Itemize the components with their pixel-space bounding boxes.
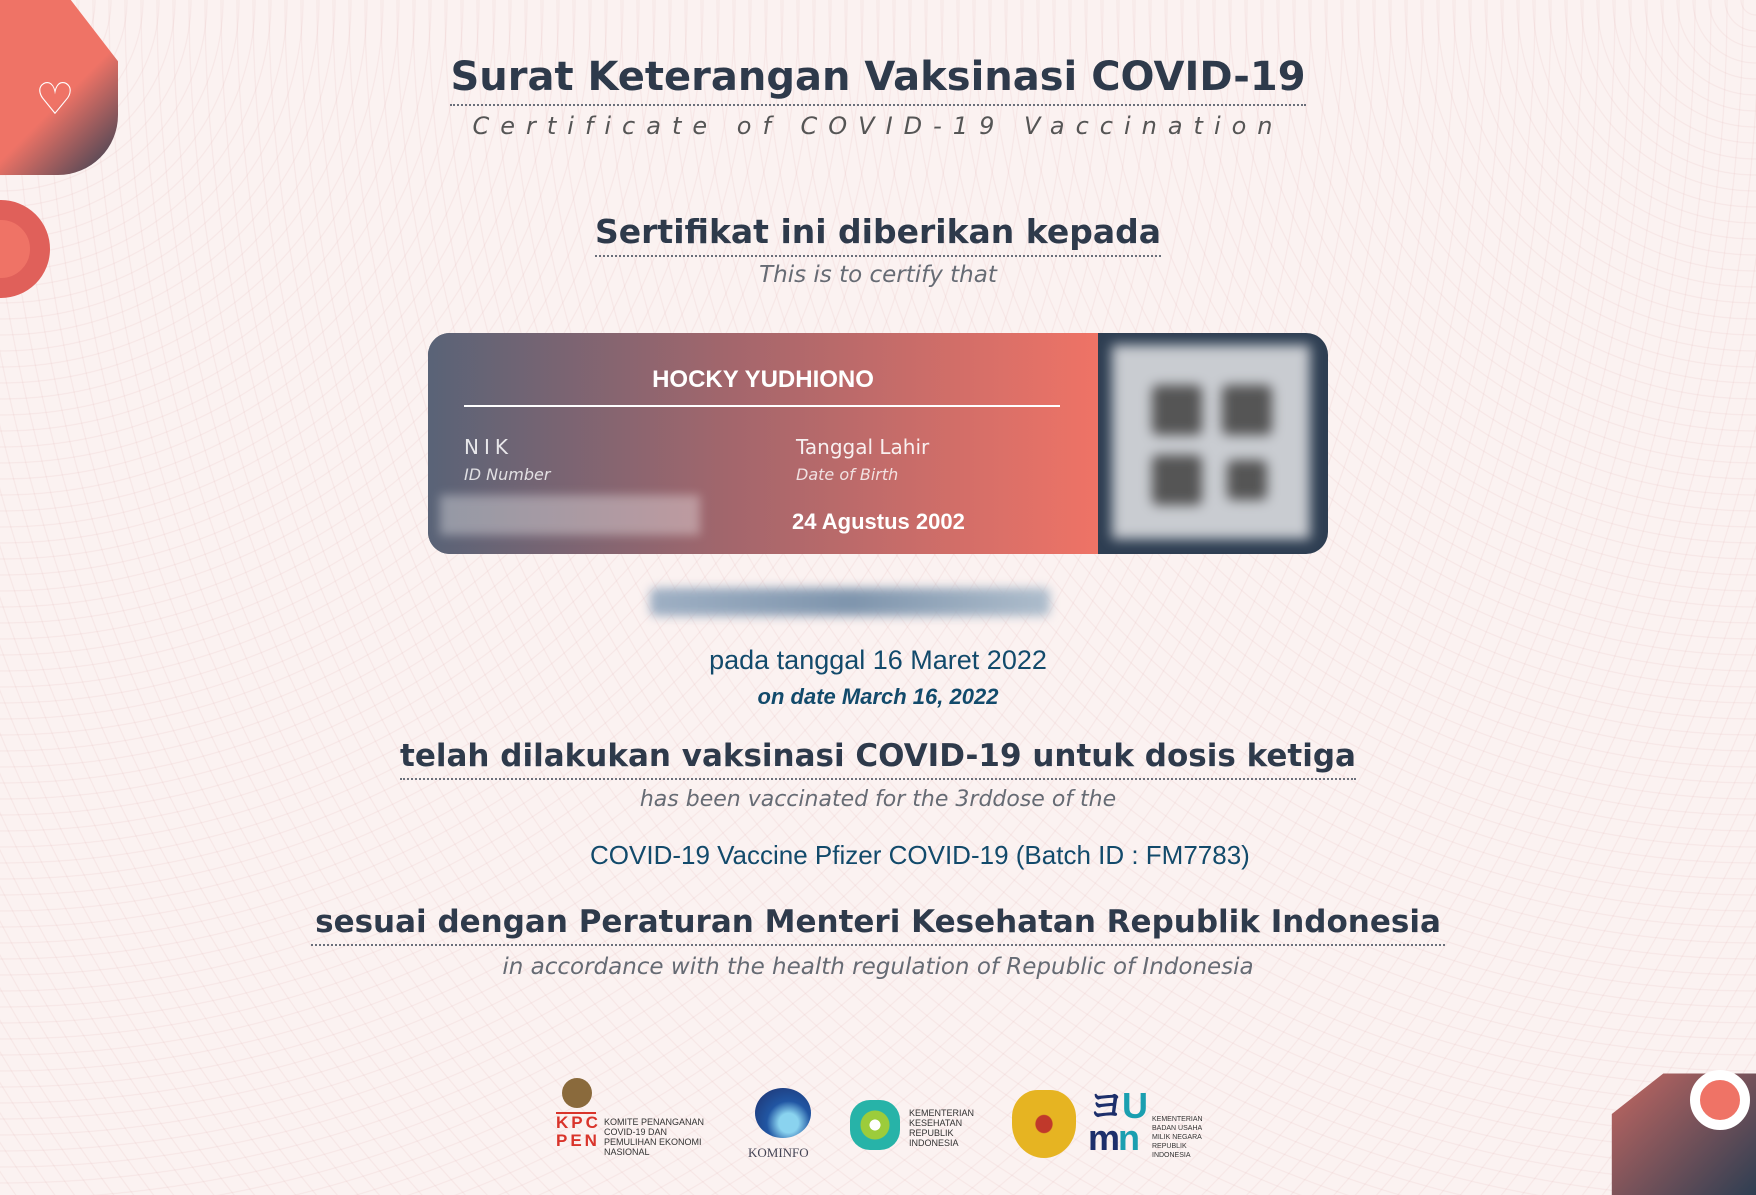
vaccine-info: COVID-19 Vaccine Pfizer COVID-19 (Batch ID : FM7783) xyxy=(590,840,1250,870)
recipient-intro: Sertifikat ini diberikan kepada xyxy=(595,212,1161,257)
nik-label: NIK xyxy=(464,435,513,459)
dob-label: Tanggal Lahir xyxy=(796,435,930,459)
certificate-subtitle: Certificate of COVID-19 Vaccination xyxy=(472,112,1284,140)
regulation-statement-en: in accordance with the health regulation of Republic of Indonesia xyxy=(502,954,1254,980)
nik-label-en: ID Number xyxy=(464,465,551,484)
kominfo-label: KOMINFO xyxy=(748,1145,809,1160)
qr-code-redacted xyxy=(1112,345,1310,539)
dob-label-en: Date of Birth xyxy=(796,465,899,484)
circle-decoration xyxy=(1690,1070,1750,1130)
kpcpen-text: KOMITE PENANGANAN COVID-19 DAN PEMULIHAN EKONOMI NASIONAL xyxy=(604,1117,705,1157)
nik-value-redacted xyxy=(440,495,700,535)
certificate-id-redacted xyxy=(650,588,1050,616)
garuda-emblem-icon xyxy=(1012,1090,1076,1158)
recipient-name: HOCKY YUDHIONO xyxy=(652,366,874,393)
vaccination-date: pada tanggal 16 Maret 2022 xyxy=(709,645,1047,675)
dose-statement: telah dilakukan vaksinasi COVID-19 untuk dosis ketiga xyxy=(400,738,1356,780)
kpcpen-logo: KPC PEN xyxy=(556,1078,596,1150)
kemenkes-text: KEMENTERIAN KESEHATAN REPUBLIK INDONESIA xyxy=(909,1108,975,1148)
recipient-card xyxy=(428,333,1328,554)
kemenkes-logo xyxy=(850,1100,900,1150)
dob-value: 24 Agustus 2002 xyxy=(792,509,965,534)
vaccination-date-en: on date March 16, 2022 xyxy=(757,684,999,709)
dose-statement-en: has been vaccinated for the 3rddose of the xyxy=(639,787,1117,812)
kominfo-logo xyxy=(755,1088,811,1138)
garuda-icon xyxy=(562,1078,592,1108)
certificate-title: Surat Keterangan Vaksinasi COVID-19 xyxy=(450,54,1305,106)
divider xyxy=(464,405,1060,407)
regulation-statement: sesuai dengan Peraturan Menteri Kesehatan Republik Indonesia xyxy=(311,904,1445,946)
bumn-text: KEMENTERIAN BADAN USAHA MILIK NEGARA REPUBLIK INDONESIA xyxy=(1152,1116,1203,1159)
heart-logo-icon: ♡ xyxy=(35,74,75,125)
bumn-logo: ヨU mn xyxy=(1088,1085,1147,1158)
recipient-intro-en: This is to certify that xyxy=(759,262,997,288)
